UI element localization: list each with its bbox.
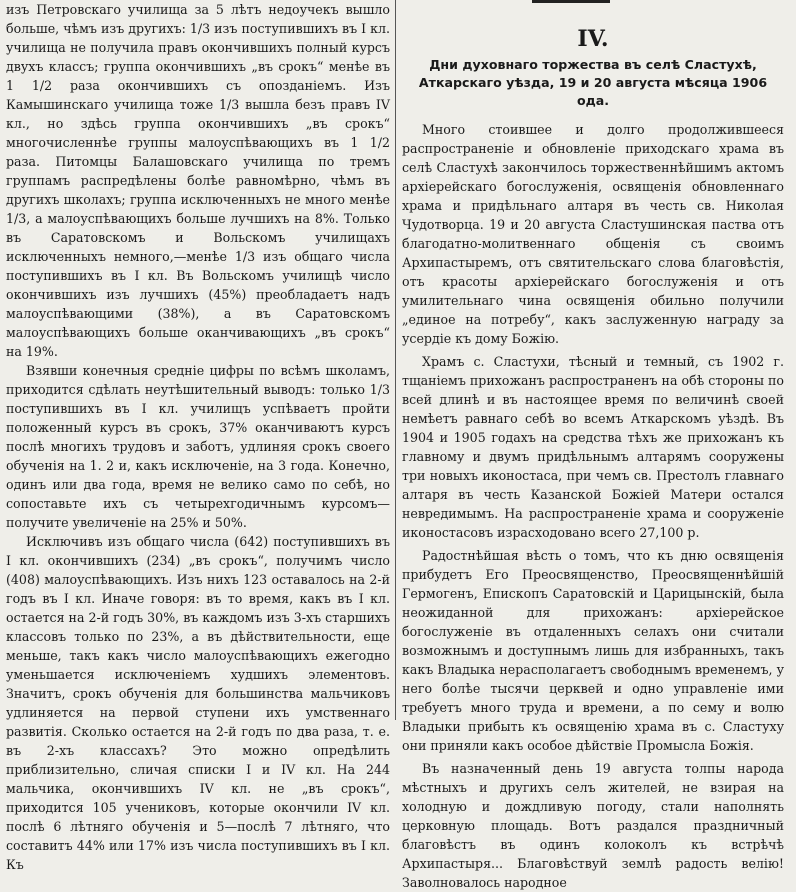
right-paragraph-3: Радостнѣйшая вѣсть о томъ, что къ дню освященія прибудетъ Его Преосвященство, Преосвященнѣйшій Гермогенъ, Епископъ Саратовскій и Царицынскій, была неожиданной для прихожанъ: архіерейское богослуженіе въ отдаленныхъ селахъ они считали возможнымъ и доступнымъ лишь для избранныхъ, такъ какъ Владыка нерасполагаетъ свободнымъ временемъ, у него болѣе тысячи церквей и одно управленіе ими требуетъ много труда и времени, а по сему и волю Владыки прибыть къ освященію храма въ с. Сластуху они приняли какъ особое дѣйствіе Промысла Божія. — [402, 548, 784, 753]
right-paragraph-1: Много стоившее и долго продолжившееся распространеніе и обновленіе приходскаго храма въ селѣ Сластухѣ закончилось торжественнѣйшимъ актомъ архіерейскаго богослуженія, освященія обновленнаго храма и придѣльнаго алтаря въ честь св. Николая Чудотворца. 19 и 20 августа Сластушинская паства отъ благодатно-молитвеннаго общенія съ своимъ Архипастыремъ, отъ святительскаго слова благовѣстія, отъ красоты архіерейскаго богослуженія и отъ умилительнаго чина освященія обильно получили „единое на потребу“, какъ заслуженную награду за усердіе къ дому Божію. — [402, 122, 784, 346]
right-paragraph-2: Храмъ с. Сластухи, тѣсный и темный, съ 1902 г. тщаніемъ прихожанъ распространенъ на обѣ стороны по всей длинѣ и въ настоящее время по величинѣ своей немѣетъ равнаго себѣ во всемъ Аткарскомъ уѣздѣ. Въ 1904 и 1905 годахъ на средства тѣхъ же прихожанъ къ главному и двумъ придѣльнымъ алтарямъ сооружены три новыхъ иконостаса, при чемъ св. Престолъ главнаго алтаря въ честь Казанской Божіей Матери остался невредимымъ. На распространеніе храма и сооруженіе иконостасовъ израсходовано всего 27,100 р. — [402, 354, 784, 540]
right-paragraph-4: Въ назначенный день 19 августа толпы народа мѣстныхъ и другихъ селъ жителей, не взирая на холодную и дождливую погоду, стали наполнять церковную площадь. Вотъ раздался праздничный благовѣстъ въ одинъ колоколъ къ встрѣчѣ Архипастыря... Благовѣствуй землѣ радость велію! Заволновалось народное — [402, 761, 784, 890]
left-paragraph-3: Исключивъ изъ общаго числа (642) поступившихъ въ I кл. окончившихъ (234) „въ срокъ“, получимъ число (408) малоуспѣвающихъ. Изъ нихъ 123 оставалось на 2-й годъ въ I кл. Иначе говоря: въ то время, какъ въ I кл. остается на 2-й годъ 30%, въ каждомъ изъ 3-хъ старшихъ классовъ только по 23%, а въ дѣйствительности, еще меньше, такъ какъ число малоуспѣвающихъ ежегодно уменьшается исключеніемъ худшихъ элементовъ. Значитъ, срокъ обученія для большинства мальчиковъ удлиняется на первой ступени ихъ умственнаго развитія. Сколько остается на 2-й годъ по два раза, т. е. въ 2-хъ классахъ? Это можно опредѣлить приблизительно, сличая списки I и IV кл. На 244 мальчика, окончившихъ IV кл. не „въ срокъ“, приходится 105 учениковъ, которые окончили IV кл. послѣ 6 лѣтняго обученія и 5—послѣ 7 лѣтняго, что составитъ 44% или 17% изъ числа поступившихъ въ I кл. Къ — [6, 534, 390, 872]
right-column — [402, 0, 784, 890]
left-paragraph-2: Взявши конечныя средніе цифры по всѣмъ школамъ, приходится сдѣлать неутѣшительный выводъ: только 1/3 поступившихъ въ I кл. училищъ успѣваетъ пройти положенный курсъ въ срокъ, 37% оканчиваютъ курсъ послѣ многихъ трудовъ и заботъ, удлиняя срокъ своего обученія на 1. 2 и, какъ исключеніе, на 3 года. Конечно, одинъ или два года, время не велико само по себѣ, но сопоставьте ихъ съ четырехгодичнымъ курсомъ—получите увеличеніе на 25% и 50%. — [6, 363, 390, 530]
left-column — [6, 0, 390, 872]
left-paragraph-1: изъ Петровскаго училища за 5 лѣтъ недоучекъ вышло больше, чѣмъ изъ другихъ: 1/3 изъ поступившихъ въ I кл. училища не получила правъ окончившихъ полный курсъ двухъ классъ; группа окончившихъ „въ срокъ“ менѣе въ 1 1/2 раза окончившихъ съ опозданіемъ. Изъ Камышинскаго училища тоже 1/3 вышла безъ правъ IV кл., но здѣсь группа окончившихъ „въ срокъ“ многочисленнѣе группы малоуспѣвающихъ въ 1 1/2 раза. Питомцы Балашовскаго училища по тремъ группамъ распредѣлены болѣе равномѣрно, чѣмъ въ другихъ школахъ; группа исключенныхъ не много менѣе 1/3, а малоуспѣвающихъ больше лучшихъ на 8%. Только въ Саратовскомъ и Вольскомъ училищахъ исключенныхъ немного,—менѣе 1/3 изъ общаго числа поступившихъ въ I кл. Въ Вольскомъ училищѣ число окончившихъ изъ лучшихъ (45%) преобладаетъ надъ малоуспѣвающими (38%), а въ Саратовскомъ малоуспѣвающихъ больше оканчивающихъ „въ срокъ“ на 19%. — [6, 2, 390, 359]
section-numeral: IV. — [577, 26, 609, 52]
column-divider — [395, 0, 396, 720]
article-heading: Дни духовнаго торжества въ селѣ Сластухѣ, Аткарскаго уѣзда, 19 и 20 августа мѣсяца 1906 ода. — [418, 57, 768, 108]
